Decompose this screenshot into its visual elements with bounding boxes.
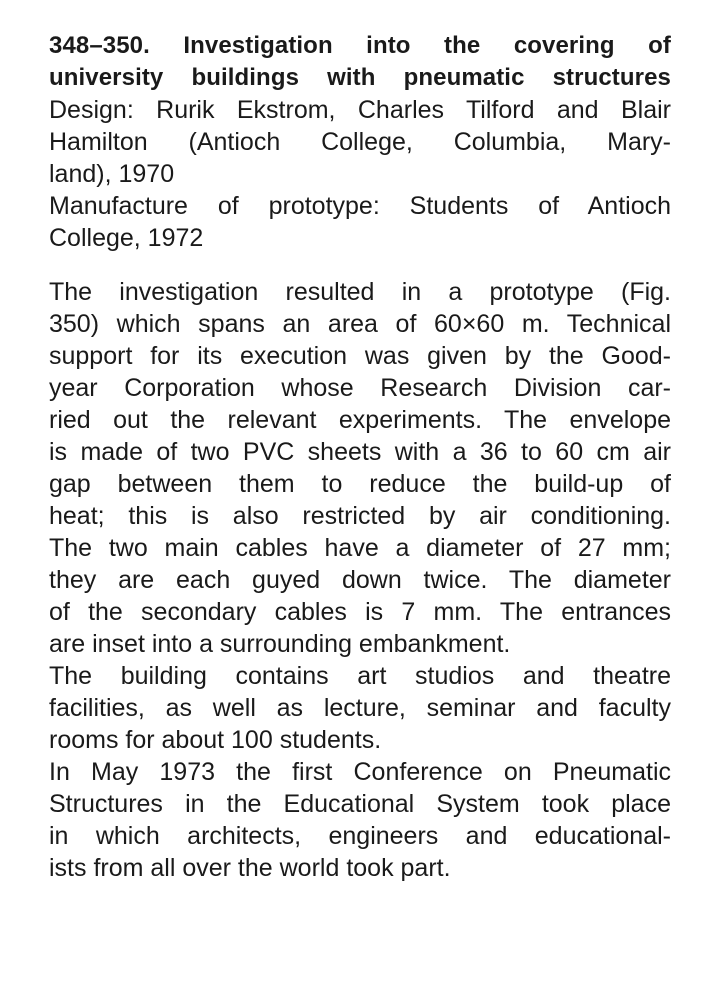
body-line: facilities, as well as lecture, seminar and faculty <box>49 694 671 722</box>
body-paragraph-1 <box>49 276 671 660</box>
body-line: The two main cables have a diameter of 27 mm; <box>49 534 671 562</box>
body-paragraph-2 <box>49 660 671 756</box>
body-paragraph-3 <box>49 756 671 884</box>
section-spacer <box>49 254 671 276</box>
body-line: ists from all over the world took part. <box>49 854 451 882</box>
body-line: is made of two PVC sheets with a 36 to 60 cm air <box>49 438 671 466</box>
body-line: are inset into a surrounding embankment. <box>49 630 511 658</box>
heading <box>49 30 671 94</box>
body-line: The building contains art studios and theatre <box>49 662 671 690</box>
credits <box>49 94 671 254</box>
body-line: heat; this is also restricted by air conditioning. <box>49 502 671 530</box>
credits-line: Design: Rurik Ekstrom, Charles Tilford and Blair <box>49 96 671 124</box>
body-line: gap between them to reduce the build-up of <box>49 470 671 498</box>
credits-line: Hamilton (Antioch College, Columbia, Mary- <box>49 128 671 156</box>
body-line: rooms for about 100 students. <box>49 726 382 754</box>
body-line: support for its execution was given by the Good- <box>49 342 671 370</box>
credits-line: land), 1970 <box>49 160 175 188</box>
document-page <box>49 30 671 884</box>
body-line: ried out the relevant experiments. The envelope <box>49 406 671 434</box>
body-line: In May 1973 the first Conference on Pneumatic <box>49 758 671 786</box>
heading-line: 348–350. Investigation into the covering of <box>49 32 671 59</box>
body-line: year Corporation whose Research Division car- <box>49 374 671 402</box>
body-line: of the secondary cables is 7 mm. The entrances <box>49 598 671 626</box>
credits-line: Manufacture of prototype: Students of Antioch <box>49 192 671 220</box>
body-line: 350) which spans an area of 60×60 m. Technical <box>49 310 671 338</box>
credits-line: College, 1972 <box>49 224 204 252</box>
heading-line: university buildings with pneumatic structures <box>49 64 671 91</box>
body-line: The investigation resulted in a prototype (Fig. <box>49 278 671 306</box>
body-line: in which architects, engineers and educational- <box>49 822 671 850</box>
body-line: they are each guyed down twice. The diameter <box>49 566 671 594</box>
body-line: Structures in the Educational System took place <box>49 790 671 818</box>
